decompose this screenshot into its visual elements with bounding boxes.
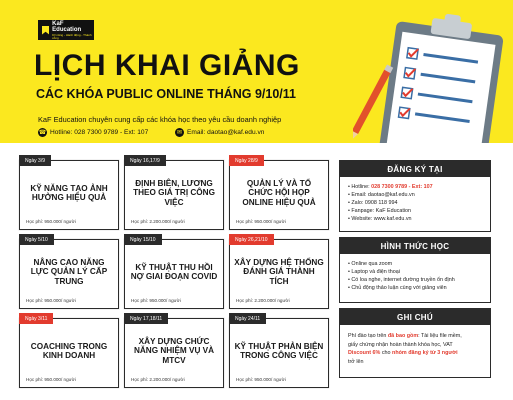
course-date-tag: Ngày 3/9	[19, 155, 51, 166]
course-fee: Học phí: 950.000/ người	[236, 219, 286, 224]
register-email[interactable]: • Email: daotao@kaf.edu.vn	[348, 192, 415, 199]
course-date-tag: Ngày 24/11	[229, 313, 266, 324]
course-date-tag: Ngày 26,21/10	[229, 234, 274, 245]
phone-icon: ☎	[38, 130, 47, 136]
course-title: KỸ THUẬT THU HỒI NỢ GIAI ĐOẠN COVID	[130, 262, 218, 281]
register-panel	[339, 160, 491, 232]
notes-line: trở lên	[348, 358, 364, 365]
header-banner	[0, 0, 513, 143]
format-item: • Online qua zoom	[348, 261, 393, 267]
course-fee: Học phí: 950.000/ người	[236, 377, 286, 382]
register-fanpage[interactable]: • Fanpage: KaF Education	[348, 208, 412, 215]
course-fee: Học phí: 950.000/ người	[26, 298, 76, 303]
register-zalo[interactable]: • Zalo: 0908 118 994	[348, 200, 398, 207]
register-hotline-value: 028 7300 9789 - Ext: 107	[371, 184, 433, 190]
register-heading: ĐĂNG KÝ TẠI	[340, 161, 490, 177]
course-fee: Học phí: 950.000/ người	[131, 298, 181, 303]
course-title: NÂNG CAO NĂNG LỰC QUẢN LÝ CẤP TRUNG	[30, 257, 108, 286]
intro-text: KaF Education chuyên cung cấp các khóa học theo yêu cầu doanh nghiệp	[38, 115, 282, 124]
course-card[interactable]	[19, 315, 119, 388]
format-item: • Chủ động thảo luận cùng với giảng viên	[348, 285, 447, 292]
course-date-tag: Ngày 17,18/11	[124, 313, 168, 324]
schedule-section	[0, 143, 513, 400]
bookmark-icon	[42, 26, 49, 35]
format-item: • Laptop và điện thoại	[348, 269, 400, 276]
course-card[interactable]	[229, 157, 329, 230]
course-card[interactable]	[19, 157, 119, 230]
format-heading: HÌNH THỨC HỌC	[340, 238, 490, 254]
course-date-tag: Ngày 5/10	[19, 234, 54, 245]
course-card[interactable]	[124, 236, 224, 309]
logo-tagline: Kỹ năng - Hành động - Thành công	[52, 32, 92, 40]
course-title: KỸ NĂNG TẠO ẢNH HƯỞNG HIỆU QUẢ	[30, 183, 108, 202]
email-text: Email: daotao@kaf.edu.vn	[187, 129, 265, 136]
course-date-tag: Ngày 16,17/9	[124, 155, 166, 166]
course-fee: Học phí: 950.000/ người	[26, 219, 76, 224]
course-card[interactable]	[124, 157, 224, 230]
email-contact[interactable]	[175, 128, 264, 137]
course-date-tag: Ngày 15/10	[124, 234, 162, 245]
course-title: KỸ THUẬT PHẢN BIỆN TRONG CÔNG VIỆC	[234, 341, 324, 360]
course-title: QUẢN LÝ VÀ TỔ CHỨC HỘI HỌP ONLINE HIỆU QUẢ	[242, 178, 316, 207]
page-title: LỊCH KHAI GIẢNG	[34, 49, 300, 82]
course-card[interactable]	[124, 315, 224, 388]
course-title: XÂY DỰNG HỆ THỐNG ĐÁNH GIÁ THÀNH TÍCH	[234, 257, 324, 286]
course-fee: Học phí: 2.200.000/ người	[131, 219, 185, 224]
course-fee: Học phí: 2.200.000/ người	[131, 377, 185, 382]
course-title: ĐỊNH BIÊN, LƯƠNG THEO GIÁ TRỊ CÔNG VIỆC	[133, 178, 215, 207]
course-title: XÂY DỰNG CHỨC NĂNG NHIỆM VỤ VÀ MTCV	[133, 336, 215, 365]
logo-name: KaF Education	[52, 20, 82, 33]
notes-line: giấy chứng nhận hoàn thành khóa học, VAT	[348, 341, 453, 348]
mail-icon: ✉	[176, 130, 183, 136]
brand-logo[interactable]	[38, 20, 94, 40]
course-title: COACHING TRONG KINH DOANH	[30, 341, 108, 360]
notes-line: Discount 6% cho nhóm đăng ký từ 3 người	[348, 350, 458, 357]
notes-panel	[339, 308, 491, 378]
course-fee: Học phí: 2.200.000/ người	[236, 298, 290, 303]
format-item: • Có loa nghe, internet đường truyền ổn định	[348, 277, 455, 284]
course-fee: Học phí: 950.000/ người	[26, 377, 76, 382]
course-card[interactable]	[19, 236, 119, 309]
hotline-contact[interactable]	[38, 128, 148, 137]
page-subtitle: CÁC KHÓA PUBLIC ONLINE THÁNG 9/10/11	[36, 87, 296, 101]
course-card[interactable]	[229, 315, 329, 388]
register-hotline[interactable]: • Hotline: 028 7300 9789 - Ext: 107	[348, 184, 433, 190]
course-date-tag: Ngày 28/9	[229, 155, 264, 166]
notes-line: Phí đào tạo trên đã bao gồm: Tài liệu file mềm,	[348, 333, 462, 339]
course-date-tag: Ngày 3/11	[19, 313, 53, 324]
hotline-text: Hotline: 028 7300 9789 - Ext: 107	[50, 129, 149, 136]
clipboard-checklist-illustration	[353, 8, 513, 143]
register-website[interactable]: • Website: www.kaf.edu.vn	[348, 216, 412, 223]
notes-heading: GHI CHÚ	[340, 309, 490, 325]
course-card[interactable]	[229, 236, 329, 309]
format-panel	[339, 237, 491, 303]
